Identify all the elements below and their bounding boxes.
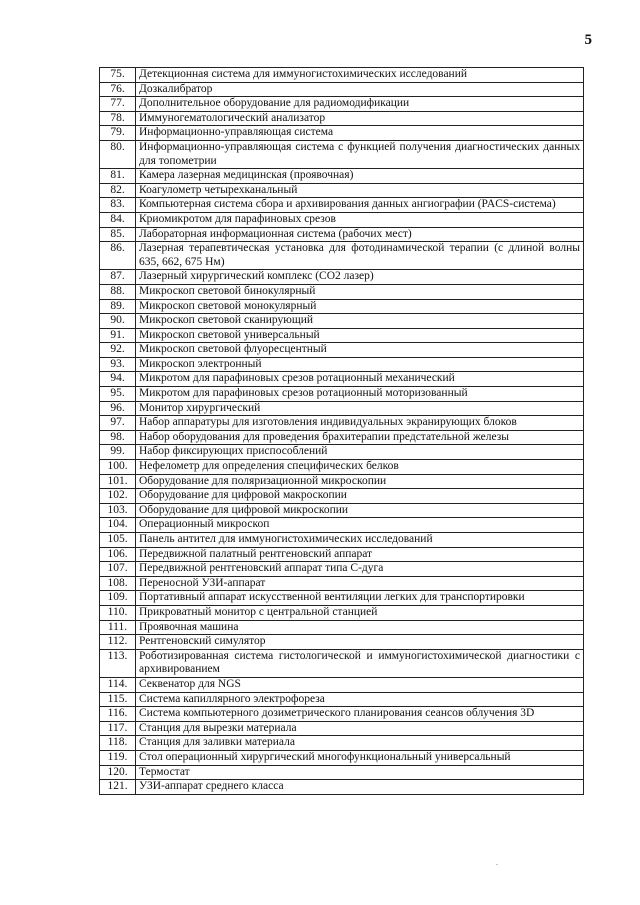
- table-row: [100, 111, 584, 126]
- table-row: [100, 562, 584, 577]
- table-row: [100, 692, 584, 707]
- table-row: [100, 82, 584, 97]
- scan-mark: .: [496, 858, 498, 867]
- table-row: [100, 242, 584, 270]
- table-row: [100, 401, 584, 416]
- item-number: 96.: [100, 401, 136, 416]
- item-name: Проявочная машина: [136, 620, 584, 635]
- item-name: Микроскоп световой флуоресцентный: [136, 343, 584, 358]
- table-row: [100, 677, 584, 692]
- table-row: [100, 183, 584, 198]
- item-number: 83.: [100, 198, 136, 213]
- item-name: Операционный микроскоп: [136, 518, 584, 533]
- item-name: Роботизированная система гистологической и иммуногистохимической диагностики с архивированием: [136, 649, 584, 677]
- item-name: Монитор хирургический: [136, 401, 584, 416]
- item-name: Информационно-управляющая система: [136, 126, 584, 141]
- item-number: 86.: [100, 242, 136, 270]
- table-row: [100, 533, 584, 548]
- table-row: [100, 635, 584, 650]
- item-number: 112.: [100, 635, 136, 650]
- item-name: Компьютерная система сбора и архивирования данных ангиографии (PACS-система): [136, 198, 584, 213]
- item-number: 92.: [100, 343, 136, 358]
- item-number: 89.: [100, 299, 136, 314]
- item-name: Система компьютерного дозиметрического планирования сеансов облучения 3D: [136, 707, 584, 722]
- item-number: 94.: [100, 372, 136, 387]
- item-name: Прикроватный монитор с центральной станцией: [136, 605, 584, 620]
- table-row: [100, 489, 584, 504]
- item-number: 95.: [100, 387, 136, 402]
- table-row: [100, 284, 584, 299]
- item-name: Лабораторная информационная система (рабочих мест): [136, 227, 584, 242]
- item-name: Микроскоп световой сканирующий: [136, 314, 584, 329]
- item-number: 84.: [100, 212, 136, 227]
- item-number: 91.: [100, 328, 136, 343]
- table-row: [100, 387, 584, 402]
- equipment-table: [99, 67, 584, 795]
- item-name: Лазерный хирургический комплекс (СО2 лазер): [136, 270, 584, 285]
- item-number: 115.: [100, 692, 136, 707]
- item-name: Передвижной палатный рентгеновский аппарат: [136, 547, 584, 562]
- item-number: 77.: [100, 97, 136, 112]
- item-name: Дополнительное оборудование для радиомодификации: [136, 97, 584, 112]
- item-name: Коагулометр четырехканальный: [136, 183, 584, 198]
- item-number: 116.: [100, 707, 136, 722]
- item-name: Нефелометр для определения специфических белков: [136, 460, 584, 475]
- table-row: [100, 357, 584, 372]
- table-row: [100, 707, 584, 722]
- table-row: [100, 270, 584, 285]
- item-number: 119.: [100, 750, 136, 765]
- item-number: 99.: [100, 445, 136, 460]
- table-row: [100, 343, 584, 358]
- item-number: 81.: [100, 169, 136, 184]
- table-row: [100, 328, 584, 343]
- item-name: Микротом для парафиновых срезов ротационный механический: [136, 372, 584, 387]
- item-name: Оборудование для цифровой макроскопии: [136, 489, 584, 504]
- table-row: [100, 198, 584, 213]
- item-number: 100.: [100, 460, 136, 475]
- item-name: Микроскоп электронный: [136, 357, 584, 372]
- item-name: Микротом для парафиновых срезов ротационный моторизованный: [136, 387, 584, 402]
- table-row: [100, 503, 584, 518]
- item-name: Оборудование для поляризационной микроскопии: [136, 474, 584, 489]
- table-row: [100, 576, 584, 591]
- item-name: Портативный аппарат искусственной вентиляции легких для транспортировки: [136, 591, 584, 606]
- table-row: [100, 474, 584, 489]
- table-row: [100, 445, 584, 460]
- item-name: Набор аппаратуры для изготовления индивидуальных экранирующих блоков: [136, 416, 584, 431]
- item-name: Набор оборудования для проведения брахитерапии предстательной железы: [136, 430, 584, 445]
- item-number: 121.: [100, 780, 136, 795]
- table-row: [100, 780, 584, 795]
- item-name: Дозкалибратор: [136, 82, 584, 97]
- item-name: Станция для вырезки материала: [136, 721, 584, 736]
- item-name: Стол операционный хирургический многофункциональный универсальный: [136, 750, 584, 765]
- table-row: [100, 212, 584, 227]
- item-name: Информационно-управляющая система с функцией получения диагностических данных для топометрии: [136, 140, 584, 168]
- item-name: Термостат: [136, 765, 584, 780]
- item-number: 108.: [100, 576, 136, 591]
- table-row: [100, 736, 584, 751]
- table-row: [100, 649, 584, 677]
- item-number: 85.: [100, 227, 136, 242]
- item-number: 106.: [100, 547, 136, 562]
- item-number: 118.: [100, 736, 136, 751]
- page-number: 5: [584, 32, 592, 48]
- item-number: 120.: [100, 765, 136, 780]
- item-name: Оборудование для цифровой микроскопии: [136, 503, 584, 518]
- item-name: Криомикротом для парафиновых срезов: [136, 212, 584, 227]
- table-row: [100, 765, 584, 780]
- item-name: Панель антител для иммуногистохимических исследований: [136, 533, 584, 548]
- item-name: Система капиллярного электрофореза: [136, 692, 584, 707]
- item-name: Камера лазерная медицинская (проявочная): [136, 169, 584, 184]
- item-name: Микроскоп световой универсальный: [136, 328, 584, 343]
- item-name: Секвенатор для NGS: [136, 677, 584, 692]
- table-row: [100, 227, 584, 242]
- item-number: 97.: [100, 416, 136, 431]
- item-number: 88.: [100, 284, 136, 299]
- item-number: 111.: [100, 620, 136, 635]
- table-row: [100, 620, 584, 635]
- table-row: [100, 605, 584, 620]
- table-row: [100, 140, 584, 168]
- item-number: 75.: [100, 68, 136, 83]
- table-row: [100, 518, 584, 533]
- item-name: Станция для заливки материала: [136, 736, 584, 751]
- table-row: [100, 314, 584, 329]
- table-row: [100, 547, 584, 562]
- item-number: 104.: [100, 518, 136, 533]
- item-number: 109.: [100, 591, 136, 606]
- item-name: Детекционная система для иммуногистохимических исследований: [136, 68, 584, 83]
- table-row: [100, 591, 584, 606]
- item-number: 76.: [100, 82, 136, 97]
- item-number: 114.: [100, 677, 136, 692]
- item-number: 93.: [100, 357, 136, 372]
- table-row: [100, 750, 584, 765]
- item-name: Иммуногематологический анализатор: [136, 111, 584, 126]
- item-number: 117.: [100, 721, 136, 736]
- item-number: 98.: [100, 430, 136, 445]
- table-row: [100, 721, 584, 736]
- item-number: 113.: [100, 649, 136, 677]
- item-name: Рентгеновский симулятор: [136, 635, 584, 650]
- item-name: УЗИ-аппарат среднего класса: [136, 780, 584, 795]
- item-name: Микроскоп световой бинокулярный: [136, 284, 584, 299]
- table-row: [100, 126, 584, 141]
- item-number: 107.: [100, 562, 136, 577]
- table-row: [100, 460, 584, 475]
- item-number: 78.: [100, 111, 136, 126]
- table-row: [100, 68, 584, 83]
- table-row: [100, 430, 584, 445]
- item-name: Лазерная терапевтическая установка для фотодинамической терапии (с длиной волны 635, 662, 675 Нм): [136, 242, 584, 270]
- table-row: [100, 416, 584, 431]
- item-number: 102.: [100, 489, 136, 504]
- item-number: 90.: [100, 314, 136, 329]
- item-number: 79.: [100, 126, 136, 141]
- item-number: 80.: [100, 140, 136, 168]
- table-row: [100, 372, 584, 387]
- item-name: Набор фиксирующих приспособлений: [136, 445, 584, 460]
- equipment-table-body: [100, 68, 584, 795]
- item-name: Переносной УЗИ-аппарат: [136, 576, 584, 591]
- table-row: [100, 97, 584, 112]
- item-name: Микроскоп световой монокулярный: [136, 299, 584, 314]
- item-number: 110.: [100, 605, 136, 620]
- item-number: 105.: [100, 533, 136, 548]
- table-row: [100, 169, 584, 184]
- item-name: Передвижной рентгеновский аппарат типа С-дуга: [136, 562, 584, 577]
- item-number: 103.: [100, 503, 136, 518]
- item-number: 82.: [100, 183, 136, 198]
- table-row: [100, 299, 584, 314]
- item-number: 101.: [100, 474, 136, 489]
- item-number: 87.: [100, 270, 136, 285]
